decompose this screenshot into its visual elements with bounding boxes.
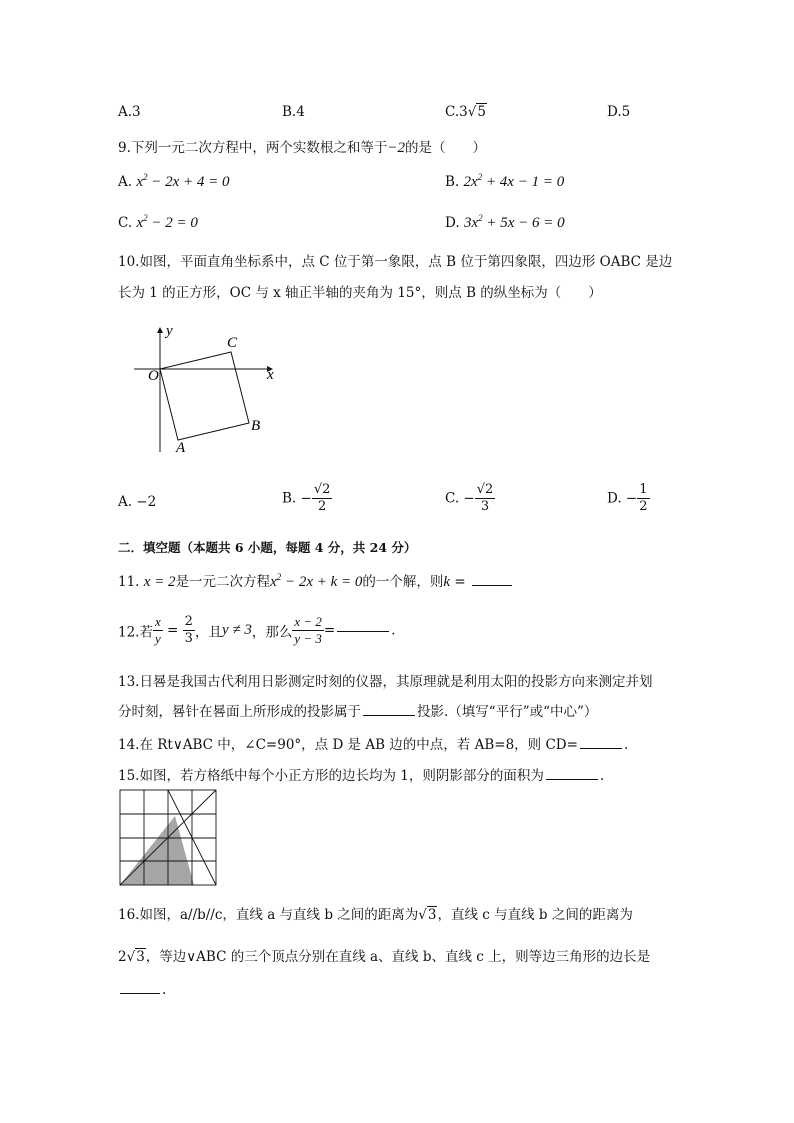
section-title: 二．填空题（本题共 6 小题，每题 4 分，共 24 分） — [118, 540, 417, 555]
q12-stem: 12.若 $\frac{x}{y}$ = $\frac{2}{3}$ ，且y ≠ 3，那么 $\frac{x - 2}{y - 3}$ = . — [118, 614, 396, 646]
q8-option-d: D.5 — [607, 104, 631, 120]
q10-option-b: B. − $\frac{√2}{2}$ — [282, 482, 331, 514]
q8-option-b: B.4 — [282, 104, 305, 120]
square-oabc — [160, 352, 249, 440]
q9-option-d: D. $3x^2 + 5x - 6 = 0$ — [445, 213, 565, 231]
q13-line1: 13.日晷是我国古代利用日影测定时刻的仪器，其原理就是利用太阳的投影方向来测定并划 — [118, 674, 653, 690]
q16-line2: 2√3，等边∨ABC 的三个顶点分别在直线 a、直线 b、直线 c 上，则等边三角形的边长是 — [118, 949, 651, 965]
q14-stem: 14.在 Rt∨ABC 中，∠C=90°，点 D 是 AB 边的中点，若 AB=8，则 CD= . — [118, 737, 629, 753]
grid-figure — [119, 789, 219, 887]
q15-stem: 15.如图，若方格纸中每个小正方形的边长均为 1，则阴影部分的面积为 . — [118, 768, 605, 784]
q9-option-a: A. $x^2 - 2x + 4 = 0$ — [118, 172, 230, 190]
label-a: A — [176, 440, 186, 456]
q8-option-a: A.3 — [118, 104, 141, 120]
label-o: O — [148, 368, 159, 384]
q10-option-c: C. − $\frac{√2}{3}$ — [445, 482, 494, 514]
q8-option-c: C.3√5 — [445, 104, 486, 120]
q9-option-c: C. $x^2 - 2 = 0$ — [118, 213, 198, 231]
q13-line2: 分时刻，晷针在晷面上所形成的投影属于 投影.（填写“平行”或“中心”） — [118, 704, 598, 720]
q9-stem: 9.下列一元二次方程中，两个实数根之和等于−2的是（ ） — [118, 140, 487, 156]
q10-stem-line2: 长为 1 的正方形，OC 与 x 轴正半轴的夹角为 15°，则点 B 的纵坐标为（ ） — [118, 285, 602, 301]
q10-option-a: A. −2 — [118, 494, 157, 510]
q9-option-b: B. $2x^2 + 4x - 1 = 0$ — [445, 172, 565, 190]
q11-stem: 11. x = 2是一元二次方程$x^2 - 2x + k = 0$的一个解，则k = — [118, 570, 514, 591]
q16-line1: 16.如图，a//b//c，直线 a 与直线 b 之间的距离为√3，直线 c 与直线 b 之间的距离为 — [118, 907, 633, 923]
q10-stem-line1: 10.如图，平面直角坐标系中，点 C 位于第一象限，点 B 位于第四象限，四边形 OABC 是边 — [118, 254, 673, 270]
shaded-triangle — [120, 816, 194, 885]
q10-option-d: D. − $\frac{1}{2}$ — [607, 482, 648, 514]
label-c: C — [227, 335, 238, 351]
q16-line3: . — [118, 982, 166, 998]
label-x: x — [267, 367, 274, 383]
coordinate-figure — [130, 322, 280, 457]
label-b: B — [251, 418, 261, 434]
label-y: y — [166, 323, 173, 339]
